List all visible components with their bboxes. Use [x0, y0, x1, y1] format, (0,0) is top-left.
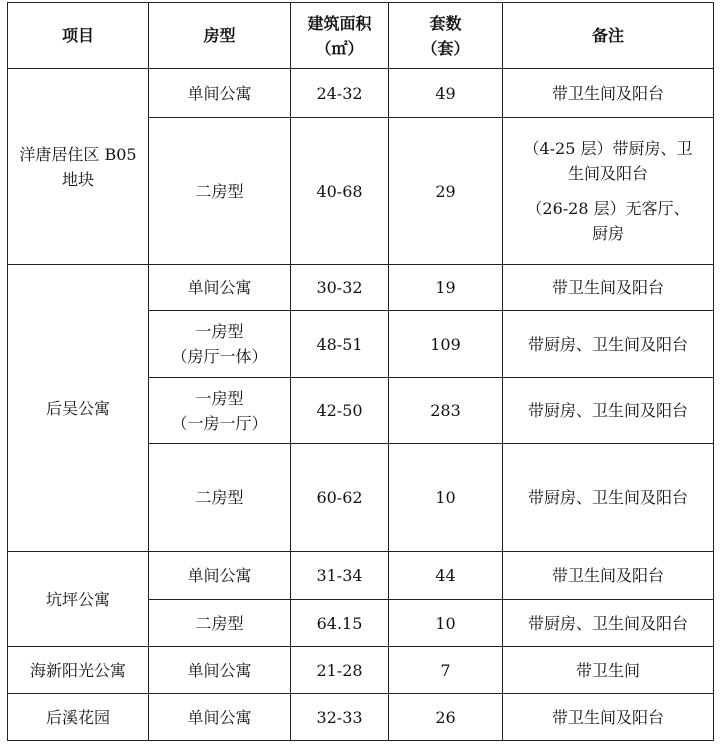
type-cell — [149, 311, 291, 378]
type-cell: 单间公寓 — [149, 265, 291, 311]
type-line1: 一房型 — [195, 388, 244, 408]
header-count-line1: 套数 — [429, 13, 462, 33]
type-line2: （房厅一体） — [171, 347, 268, 366]
type-cell: 单间公寓 — [149, 552, 291, 600]
project-cell: 海新阳光公寓 — [8, 647, 149, 694]
count-cell: 19 — [389, 265, 503, 311]
type-cell: 二房型 — [149, 444, 291, 552]
count-cell: 29 — [389, 118, 503, 265]
remark-cell: 带厨房、卫生间及阳台 — [503, 444, 714, 552]
count-cell: 7 — [389, 647, 503, 694]
project-cell: 洋唐居住区 B05地块 — [8, 69, 149, 265]
project-cell: 坑坪公寓 — [8, 552, 149, 647]
header-count-line2: （套） — [421, 38, 470, 58]
remark-line-floors-4-25: （4-25 层）带厨房、卫生间及阳台 — [523, 139, 693, 183]
header-remark: 备注 — [503, 3, 714, 69]
type-line2: （一房一厅） — [171, 413, 268, 433]
area-cell: 48-51 — [291, 311, 389, 378]
area-cell: 21-28 — [291, 647, 389, 694]
header-project: 项目 — [8, 3, 149, 69]
remark-cell: 带卫生间及阳台 — [503, 552, 714, 600]
table-row — [8, 552, 714, 600]
table-row — [8, 265, 714, 311]
remark-cell — [503, 118, 714, 265]
remark-cell: 带卫生间及阳台 — [503, 694, 714, 741]
table-row — [8, 694, 714, 741]
area-cell: 40-68 — [291, 118, 389, 265]
remark-line-floors-26-28: （26-28 层）无客厅、厨房 — [526, 199, 690, 243]
area-cell: 42-50 — [291, 378, 389, 444]
type-cell: 单间公寓 — [149, 647, 291, 694]
table-row — [8, 69, 714, 118]
remark-cell: 带卫生间及阳台 — [503, 69, 714, 118]
project-cell: 后吴公寓 — [8, 265, 149, 552]
type-cell: 二房型 — [149, 118, 291, 265]
count-cell: 49 — [389, 69, 503, 118]
remark-cell: 带卫生间及阳台 — [503, 265, 714, 311]
area-cell: 31-34 — [291, 552, 389, 600]
header-count — [389, 3, 503, 69]
header-area-line2: （㎡） — [315, 38, 364, 58]
area-cell: 64.15 — [291, 600, 389, 647]
remark-cell: 带厨房、卫生间及阳台 — [503, 600, 714, 647]
table-row — [8, 647, 714, 694]
header-area-line1: 建筑面积 — [307, 13, 372, 33]
type-cell: 单间公寓 — [149, 694, 291, 741]
housing-table — [7, 2, 714, 741]
remark-cell: 带卫生间 — [503, 647, 714, 694]
type-cell: 单间公寓 — [149, 69, 291, 118]
area-cell: 24-32 — [291, 69, 389, 118]
header-area — [291, 3, 389, 69]
area-cell: 32-33 — [291, 694, 389, 741]
remark-cell: 带厨房、卫生间及阳台 — [503, 311, 714, 378]
count-cell: 109 — [389, 311, 503, 378]
count-cell: 283 — [389, 378, 503, 444]
type-line1: 一房型 — [195, 322, 244, 341]
count-cell: 26 — [389, 694, 503, 741]
remark-cell: 带厨房、卫生间及阳台 — [503, 378, 714, 444]
area-cell: 30-32 — [291, 265, 389, 311]
area-cell: 60-62 — [291, 444, 389, 552]
type-cell: 二房型 — [149, 600, 291, 647]
type-cell — [149, 378, 291, 444]
header-row — [8, 3, 714, 69]
count-cell: 10 — [389, 444, 503, 552]
count-cell: 44 — [389, 552, 503, 600]
header-type: 房型 — [149, 3, 291, 69]
count-cell: 10 — [389, 600, 503, 647]
project-cell: 后溪花园 — [8, 694, 149, 741]
